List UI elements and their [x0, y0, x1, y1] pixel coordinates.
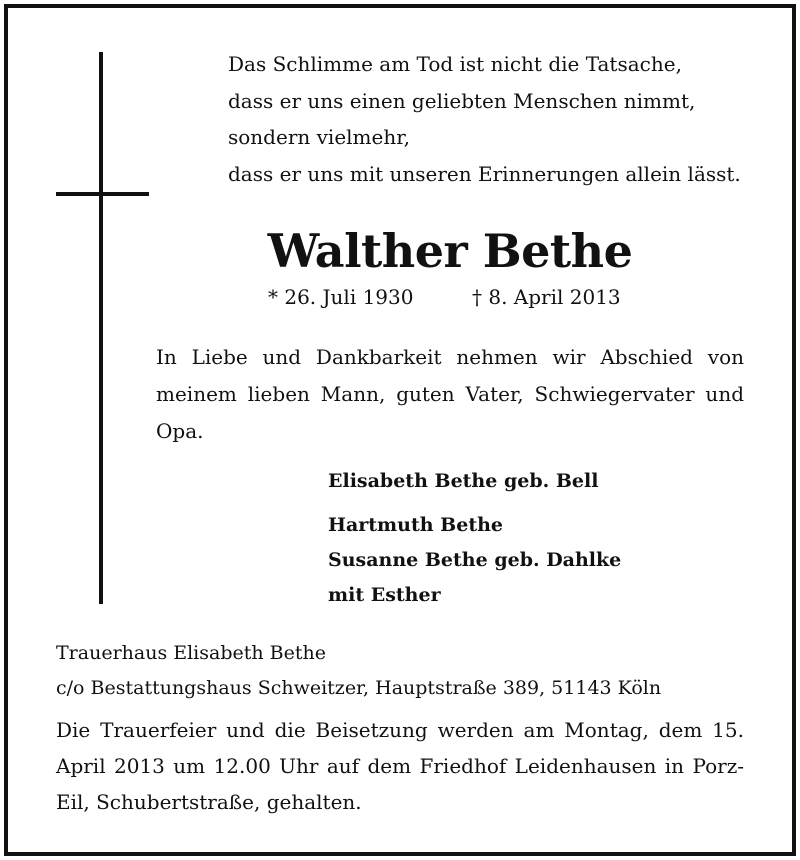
quote-line: dass er uns einen geliebten Menschen nimmt, — [228, 88, 696, 113]
signatories — [328, 464, 768, 613]
death-date: † 8. April 2013 — [472, 285, 621, 309]
quote-line: Das Schlimme am Tod ist nicht die Tatsache, — [228, 52, 682, 76]
signatory-name: Elisabeth Bethe geb. Bell — [328, 470, 599, 492]
quote-line: sondern vielmehr, — [228, 125, 410, 149]
address-line: c/o Bestattungshaus Schweitzer, Hauptstraße 389, 51143 Köln — [56, 677, 662, 699]
quote-line: dass er uns mit unseren Erinnerungen allein lässt. — [228, 161, 741, 186]
mourning-house-address — [56, 636, 756, 706]
signatory-name: mit Esther — [328, 584, 441, 606]
memorial-quote — [228, 46, 768, 192]
signatory-spacer — [328, 499, 768, 508]
funeral-details: Die Trauerfeier und die Beisetzung werden am Montag, dem 15. April 2013 um 12.00 Uhr auf dem Friedhof Leidenhausen in Porz-Eil, Schubertstraße, gehalten. — [56, 718, 744, 814]
signatory-name: Hartmuth Bethe — [328, 514, 503, 536]
cross-icon-vertical-bar — [99, 52, 103, 604]
signatory-name: Susanne Bethe geb. Dahlke — [328, 549, 622, 571]
birth-date: * 26. Juli 1930 — [268, 285, 414, 309]
farewell-text: In Liebe und Dankbarkeit nehmen wir Abschied von meinem lieben Mann, guten Vater, Schwiegervater und Opa. — [156, 345, 744, 443]
life-dates — [268, 282, 688, 312]
address-line: Trauerhaus Elisabeth Bethe — [56, 642, 326, 664]
deceased-name: Walther Bethe — [267, 224, 633, 278]
cross-icon-horizontal-bar — [56, 192, 149, 196]
